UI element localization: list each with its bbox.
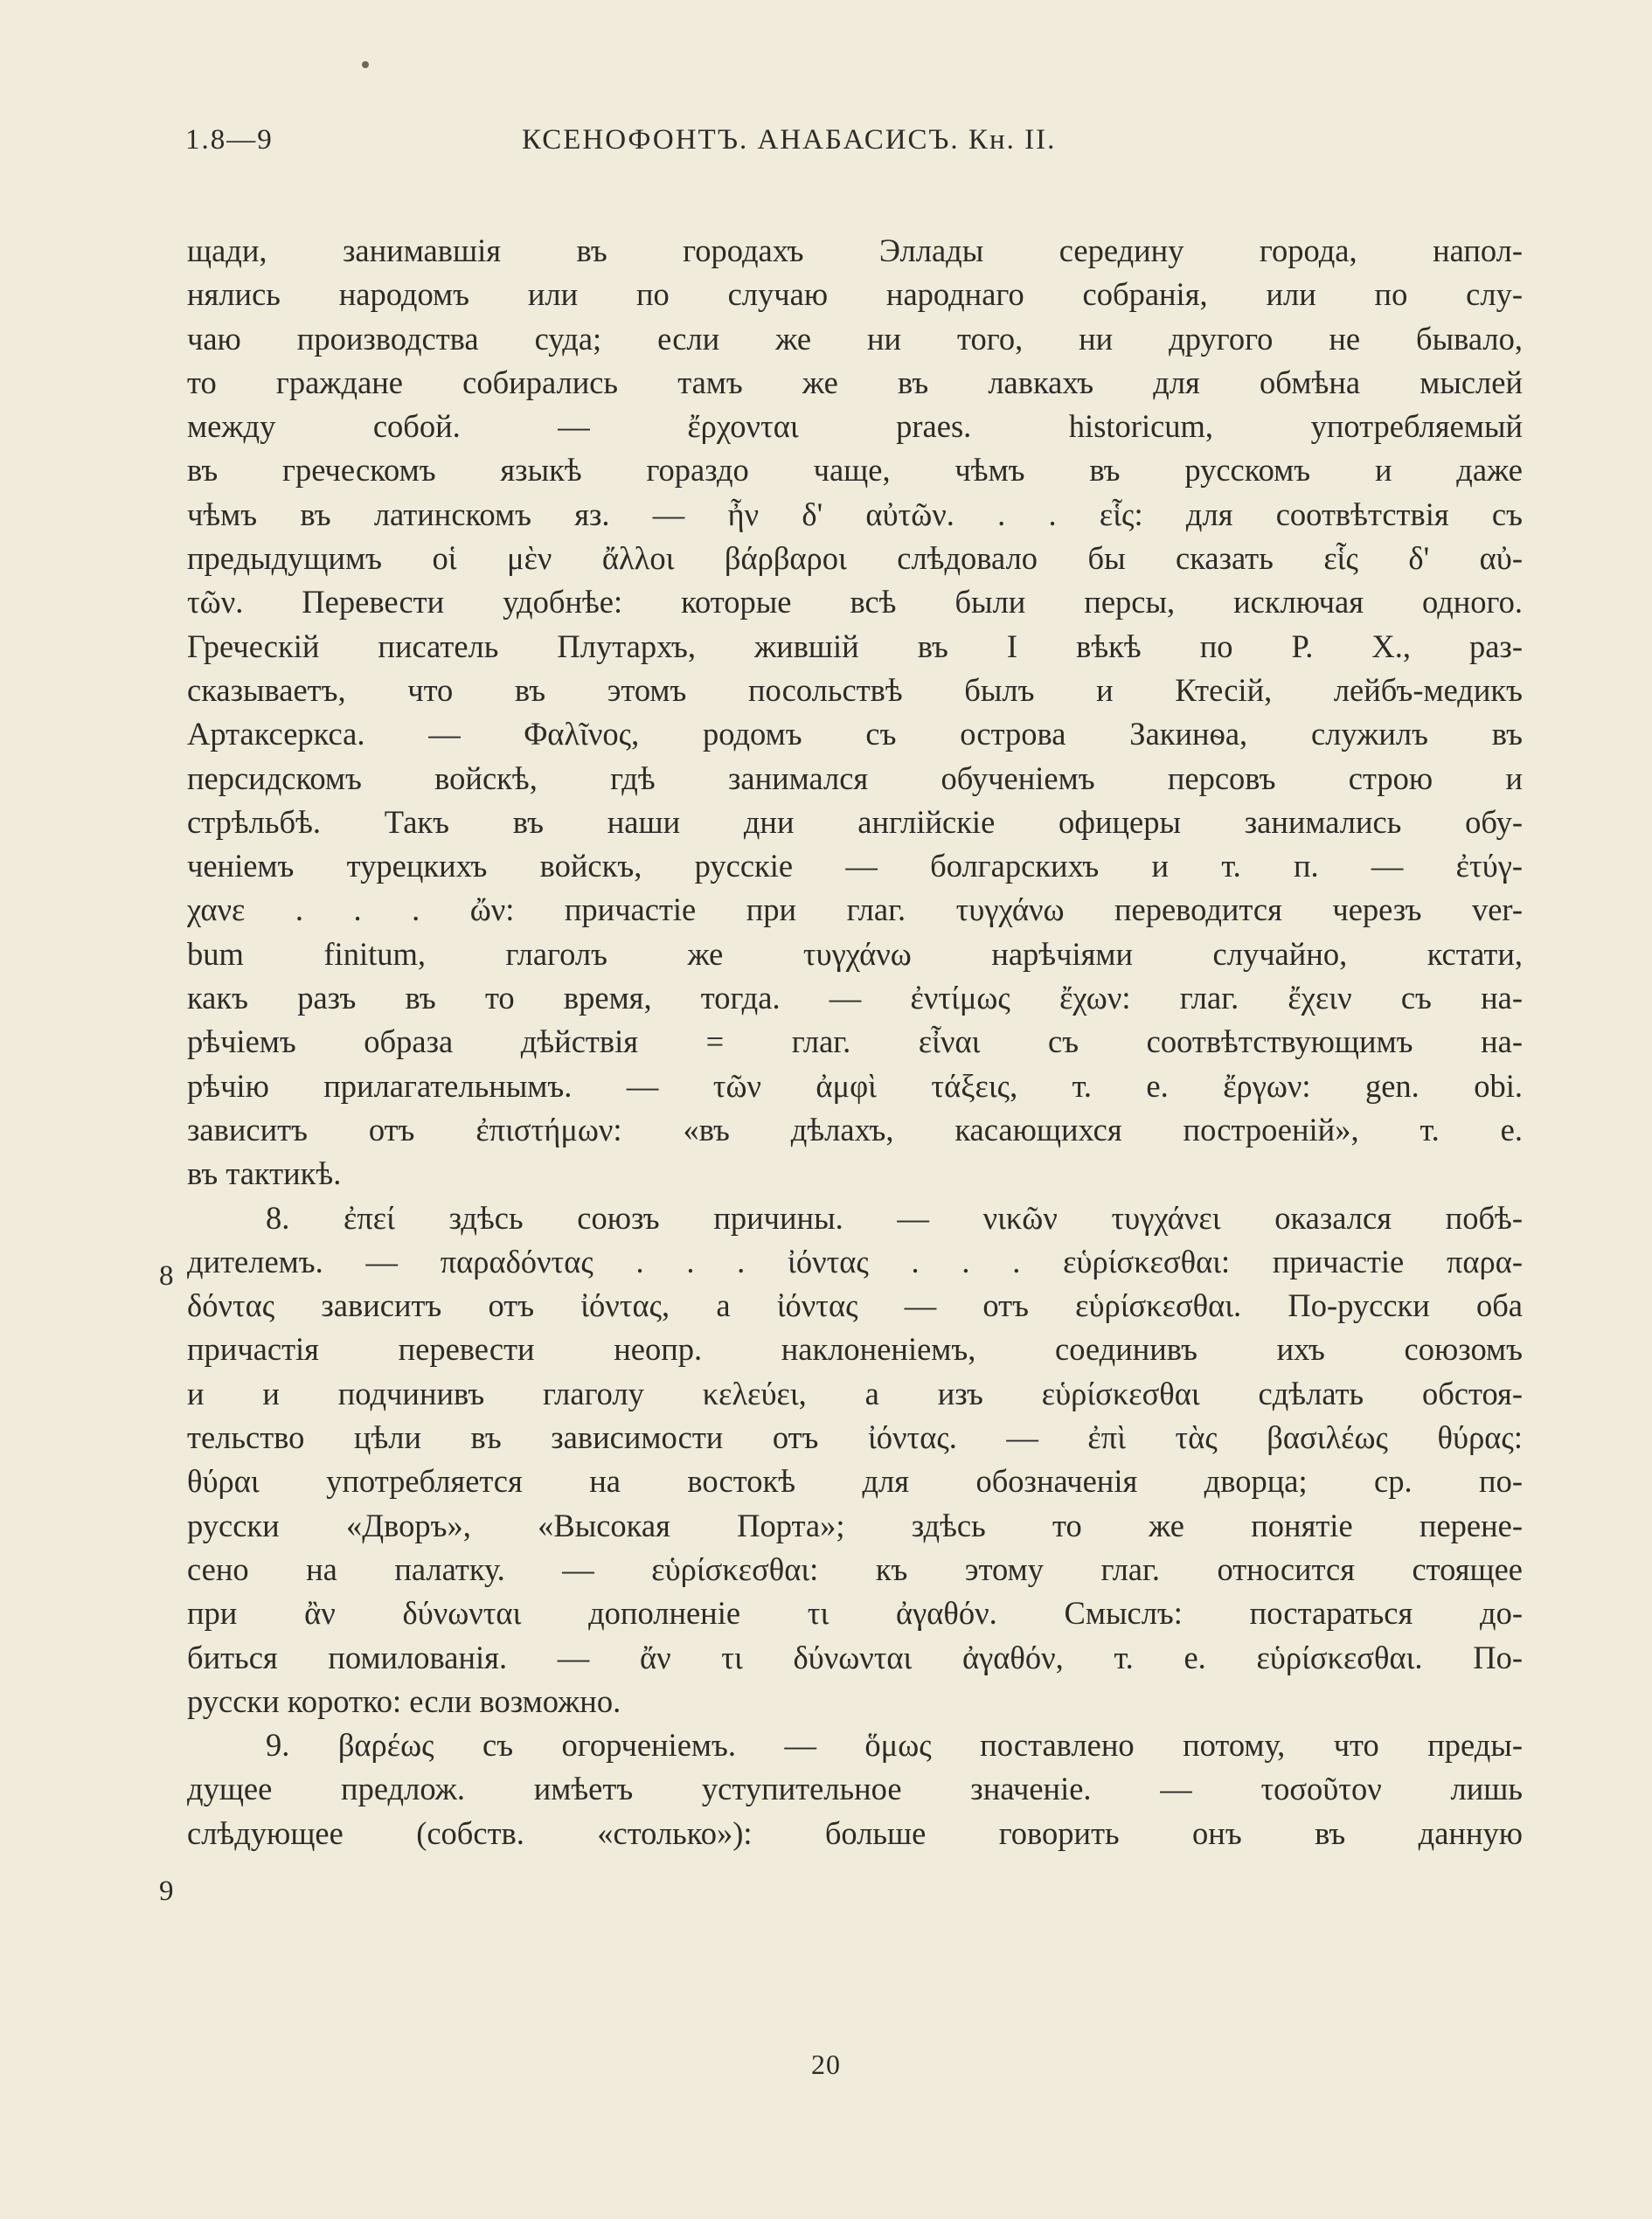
paragraph-8-start: 8. ἐπεί здѣсь союзъ причины. — νικῶν τυγχάνει оказался побѣ- — [266, 1199, 1523, 1236]
text-line: bum finitum, глаголъ же τυγχάνω нарѣчіями случайно, кстати, — [187, 935, 1523, 972]
text-line: въ греческомъ языкѣ гораздо чаще, чѣмъ въ русскомъ и даже — [187, 452, 1523, 489]
text-line: τῶν. Перевести удобнѣе: которые всѣ были персы, исключая одного. — [187, 584, 1523, 621]
page-number: 20 — [811, 2049, 841, 2080]
text-line: въ тактикѣ. — [187, 1155, 342, 1192]
text-line: то граждане собирались тамъ же въ лавкахъ для обмѣна мыслей — [187, 364, 1523, 400]
commentary-text — [187, 229, 1523, 1855]
text-line: персидскомъ войскѣ, гдѣ занимался обученіемъ персовъ строю и — [187, 759, 1523, 796]
text-line: стрѣльбѣ. Такъ въ наши дни англійскіе офицеры занимались обу- — [187, 803, 1523, 840]
text-line: ченіемъ турецкихъ войскъ, русскіе — болгарскихъ и т. п. — ἐτύγ- — [187, 848, 1523, 884]
section-range: 1.8—9 — [185, 124, 274, 156]
text-line: Греческій писатель Плутархъ, жившій въ I вѣкѣ по Р. Х., раз- — [187, 628, 1523, 664]
text-line: и и подчинивъ глаголу κελεύει, а изъ εὑρίσκεσθαι сдѣлать обстоя- — [187, 1375, 1523, 1411]
text-line: зависитъ отъ ἐπιστήμων: «въ дѣлахъ, касающихся построеній», т. е. — [187, 1111, 1523, 1148]
text-line: русски коротко: если возможно. — [187, 1682, 621, 1719]
text-line: сено на палатку. — εὑρίσκεσθαι: къ этому глаг. относится стоящее — [187, 1550, 1523, 1587]
text-line: χανε . . . ὤν: причастіе при глаг. τυγχάνω переводится черезъ ver- — [187, 891, 1523, 928]
text-line: слѣдующее (собств. «столько»): больше говорить онъ въ данную — [187, 1814, 1523, 1851]
text-line: причастія перевести неопр. наклоненіемъ, соединивъ ихъ союзомъ — [187, 1331, 1523, 1368]
text-line: между собой. — ἔρχονται praes. historicum, употребляемый — [187, 408, 1523, 445]
print-speck — [362, 61, 369, 68]
text-line: какъ разъ въ то время, тогда. — ἐντίμως ἔχων: глаг. ἔχειν съ на- — [187, 980, 1523, 1016]
text-line: чѣмъ въ латинскомъ яз. — ἦν δ' αὐτῶν. . . εἷς: для соотвѣтствія съ — [187, 496, 1523, 532]
running-header — [185, 124, 1531, 168]
text-line: чаю производства суда; если же ни того, ни другого не бывало, — [187, 320, 1523, 357]
margin-number-8: 8 — [159, 1260, 174, 1292]
text-line: Артаксеркса. — Φαλῖνος, родомъ съ острова Закинѳа, служилъ въ — [187, 716, 1523, 752]
paragraph-9-start: 9. βαρέως съ огорченіемъ. — ὅμως поставлено потому, что преды- — [266, 1727, 1523, 1764]
text-line: рѣчіемъ образа дѣйствія = глаг. εἶναι съ соотвѣтствующимъ на- — [187, 1023, 1523, 1060]
text-line: русски «Дворъ», «Высокая Порта»; здѣсь то же понятіе перене- — [187, 1507, 1523, 1543]
text-line: при ἂν δύνωνται дополненіе τι ἀγαθόν. Смыслъ: постараться до- — [187, 1595, 1523, 1632]
text-line: биться помилованія. — ἄν τι δύνωνται ἀγαθόν, т. е. εὑρίσκεσθαι. По- — [187, 1639, 1523, 1675]
text-line: рѣчію прилагательнымъ. — τῶν ἀμφὶ τάξεις, т. е. ἔργων: gen. obi. — [187, 1067, 1523, 1104]
text-line: δόντας зависитъ отъ ἰόντας, а ἰόντας — отъ εὑρίσκεσθαι. По-русски оба — [187, 1287, 1523, 1324]
text-line: нялись народомъ или по случаю народнаго собранія, или по слу- — [187, 276, 1523, 313]
text-line: сказываетъ, что въ этомъ посольствѣ былъ и Ктесій, лейбъ-медикъ — [187, 671, 1523, 708]
running-title: КСЕНОФОНТЪ. АНАБАСИСЪ. Кн. II. — [522, 124, 1057, 156]
text-line: θύραι употребляется на востокѣ для обозначенія дворца; ср. по- — [187, 1463, 1523, 1500]
text-line: предыдущимъ οἱ μὲν ἄλλοι βάρβαροι слѣдовало бы сказать εἷς δ' αὐ- — [187, 540, 1523, 577]
text-line: дущее предлож. имѣетъ уступительное значеніе. — τοσοῦτον лишь — [187, 1771, 1523, 1807]
text-line: щади, занимавшія въ городахъ Эллады середину города, напол- — [187, 232, 1523, 268]
margin-number-9: 9 — [159, 1876, 174, 1907]
text-line: тельство цѣли въ зависимости отъ ἰόντας. — ἐπὶ τὰς βασιλέως θύρας: — [187, 1419, 1523, 1456]
text-line: дителемъ. — παραδόντας . . . ἰόντας . . . εὑρίσκεσθαι: причастіе παρα- — [187, 1243, 1523, 1279]
